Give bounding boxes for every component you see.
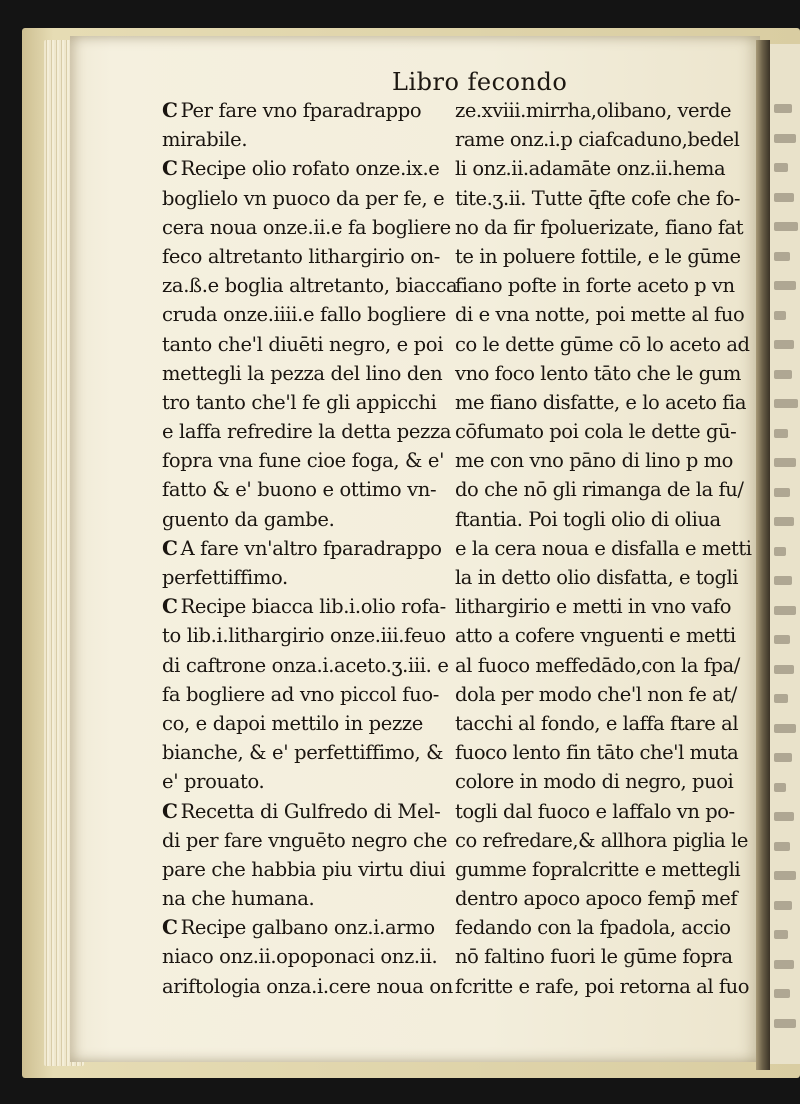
text-line xyxy=(455,96,755,125)
text-line xyxy=(162,271,458,300)
line-text: fiano pofte in forte aceto p vn xyxy=(455,274,735,298)
text-line xyxy=(162,96,452,125)
paragraph-mark: C xyxy=(162,98,178,122)
line-text: bianche, & e' perfettiffimo, & xyxy=(162,741,444,765)
line-text: fedando con la fpadola, accio xyxy=(455,916,731,940)
line-text: fa bogliere ad vno piccol fuo- xyxy=(162,682,439,706)
line-text: lithargirio e metti in vno vafo xyxy=(455,595,732,619)
line-text: mettegli la pezza del lino den xyxy=(162,361,443,385)
text-line xyxy=(455,592,755,621)
line-text: gumme fopralcritte e mettegli xyxy=(455,857,741,881)
text-line xyxy=(455,709,755,738)
line-text: Recipe galbano onz.i.armo xyxy=(180,916,435,940)
text-line xyxy=(162,563,452,592)
text-line xyxy=(455,213,755,242)
text-line xyxy=(162,242,452,271)
text-line xyxy=(455,475,755,504)
text-line xyxy=(162,738,452,767)
text-line xyxy=(455,184,755,213)
line-text: feco altretanto lithargirio on- xyxy=(162,244,441,268)
facing-page-text-fragment xyxy=(774,340,794,349)
line-text: tanto che'l diuēti negro, e poi xyxy=(162,332,444,356)
text-line xyxy=(162,505,452,534)
facing-page-text-fragment xyxy=(774,842,790,851)
paragraph-mark: C xyxy=(162,915,178,940)
line-text: boglielo vn puoco da per fe, e xyxy=(162,186,445,210)
text-line xyxy=(455,913,755,942)
left-text-column xyxy=(162,96,458,1001)
text-line xyxy=(455,446,755,475)
text-line xyxy=(455,125,755,154)
paragraph-mark: C xyxy=(162,798,178,823)
text-line xyxy=(455,242,755,271)
facing-page-text-fragment xyxy=(774,488,790,497)
text-line xyxy=(162,913,452,942)
line-text: togli dal fuoco e laffalo vn po- xyxy=(455,799,735,823)
text-line xyxy=(162,475,452,504)
facing-page-text-fragment xyxy=(774,547,786,556)
line-text: ftantia. Poi togli olio di oliua xyxy=(455,507,721,531)
text-line xyxy=(455,271,755,300)
line-text: dola per modo che'l non fe at/ xyxy=(455,682,737,706)
right-text-column xyxy=(455,96,755,1001)
line-text: Per fare vno fparadrappo xyxy=(180,99,422,122)
text-line xyxy=(162,534,452,563)
facing-page-text-fragment xyxy=(774,930,788,939)
text-line xyxy=(455,534,755,563)
line-text: Recipe olio rofato onze.ix.e xyxy=(180,157,440,181)
paragraph-mark: C xyxy=(162,156,178,181)
line-text: li onz.ii.adamāte onz.ii.hema xyxy=(455,157,726,181)
line-text: za.ß.e boglia altretanto, biacca xyxy=(162,274,458,298)
facing-page-edge xyxy=(770,44,800,1064)
text-line xyxy=(162,213,452,242)
text-line xyxy=(162,592,452,621)
line-text: cōfumato poi cola le dette gū- xyxy=(455,420,737,444)
facing-page-text-fragment xyxy=(774,222,798,231)
facing-page-text-fragment xyxy=(774,989,790,998)
text-line xyxy=(162,709,452,738)
line-text: tite.ʒ.ii. Tutte q̄fte cofe che fo- xyxy=(455,186,741,210)
text-line xyxy=(162,797,452,826)
line-text: cruda onze.iiii.e fallo bogliere xyxy=(162,303,446,327)
text-line xyxy=(455,680,755,709)
line-text: do che nō gli rimanga de la fu/ xyxy=(455,478,744,502)
line-text: to lib.i.lithargirio onze.iii.feuo xyxy=(162,624,446,648)
line-text: na che humana. xyxy=(162,887,315,911)
facing-page-text-fragment xyxy=(774,724,796,733)
text-line xyxy=(162,330,452,359)
line-text: di caftrone onza.i.aceto.ʒ.iii. e xyxy=(162,653,449,677)
text-line xyxy=(162,417,452,446)
text-line xyxy=(162,359,452,388)
line-text: fuoco lento fin tāto che'l muta xyxy=(455,741,739,765)
text-line xyxy=(455,767,755,796)
text-line xyxy=(455,330,755,359)
text-line xyxy=(162,855,452,884)
facing-page-text-fragment xyxy=(774,517,794,526)
line-text: cera noua onze.ii.e fa bogliere xyxy=(162,215,451,239)
text-line xyxy=(455,826,755,855)
facing-page-text-fragment xyxy=(774,281,796,290)
line-text: e' prouato. xyxy=(162,770,265,794)
line-text: niaco onz.ii.opoponaci onz.ii. xyxy=(162,945,438,969)
line-text: la in detto olio disfatta, e togli xyxy=(455,566,739,589)
line-text: me fiano disfatte, e lo aceto fia xyxy=(455,390,746,414)
text-line xyxy=(162,942,452,971)
facing-page-text-fragment xyxy=(774,753,792,762)
line-text: di e vna notte, poi mette al fuo xyxy=(455,303,745,327)
facing-page-text-fragment xyxy=(774,606,796,615)
text-line xyxy=(455,505,755,534)
text-line xyxy=(455,884,755,913)
text-line xyxy=(455,300,755,329)
line-text: tacchi al fondo, e laffa ftare al xyxy=(455,711,739,735)
line-text: co, e dapoi mettilo in pezze xyxy=(162,711,423,735)
line-text: nō faltino fuori le gūme fopra xyxy=(455,945,733,969)
facing-page-text-fragment xyxy=(774,635,790,644)
line-text: e la cera noua e disfalla e metti xyxy=(455,536,752,560)
line-text: dentro apoco apoco femp̄ mef xyxy=(455,887,738,911)
facing-page-text-fragment xyxy=(774,783,786,792)
text-line xyxy=(455,942,755,971)
facing-page-text-fragment xyxy=(774,1019,796,1028)
line-text: te in poluere fottile, e le gūme xyxy=(455,244,741,268)
text-line xyxy=(162,884,452,913)
line-text: atto a cofere vnguenti e metti xyxy=(455,624,736,648)
text-line xyxy=(162,826,452,855)
facing-page-text-fragment xyxy=(774,871,796,880)
line-text: di per fare vnguēto negro che xyxy=(162,828,448,852)
line-text: rame onz.i.p ciafcaduno,bedel xyxy=(455,128,740,152)
facing-page-text-fragment xyxy=(774,399,798,408)
facing-page-text-fragment xyxy=(774,458,796,467)
text-line xyxy=(162,154,452,183)
line-text: me con vno pāno di lino p mo xyxy=(455,449,733,473)
line-text: ze.xviii.mirrha,olibano, verde xyxy=(455,99,732,122)
facing-page-text-fragment xyxy=(774,694,788,703)
text-line xyxy=(162,184,452,213)
text-line xyxy=(162,972,452,1001)
line-text: colore in modo di negro, puoi xyxy=(455,770,734,794)
text-line xyxy=(455,417,755,446)
paragraph-mark: C xyxy=(162,594,178,619)
line-text: pare che habbia piu virtu diui xyxy=(162,857,446,881)
page-header: Libro fecondo xyxy=(392,68,568,96)
facing-page-text-fragment xyxy=(774,960,794,969)
line-text: Recetta di Gulfredo di Mel- xyxy=(180,799,441,823)
text-line xyxy=(455,972,755,1001)
facing-page-text-fragment xyxy=(774,576,792,585)
line-text: Recipe biacca lib.i.olio rofa- xyxy=(180,595,446,619)
line-text: perfettiffimo. xyxy=(162,566,288,589)
line-text: fcritte e rafe, poi retorna al fuo xyxy=(455,974,750,998)
line-text: al fuoco meffedādo,con la fpa/ xyxy=(455,653,740,677)
text-line xyxy=(455,855,755,884)
facing-page-text-fragment xyxy=(774,104,792,113)
line-text: tro tanto che'l fe gli appicchi xyxy=(162,390,437,414)
facing-page-text-fragment xyxy=(774,163,788,172)
line-text: vno foco lento tāto che le gum xyxy=(455,361,741,385)
text-line xyxy=(162,621,452,650)
facing-page-text-fragment xyxy=(774,429,788,438)
facing-page-text-fragment xyxy=(774,901,792,910)
facing-page-text-fragment xyxy=(774,812,794,821)
text-line xyxy=(162,767,452,796)
line-text: fopra vna fune cioe foga, & e' xyxy=(162,449,445,473)
line-text: ariftologia onza.i.cere noua on xyxy=(162,974,453,998)
text-line xyxy=(455,621,755,650)
line-text: co refredare,& allhora piglia le xyxy=(455,828,748,852)
line-text: fatto & e' buono e ottimo vn- xyxy=(162,478,437,502)
line-text: no da fir fpoluerizate, fiano fat xyxy=(455,215,744,239)
line-text: guento da gambe. xyxy=(162,507,335,531)
text-line xyxy=(162,651,452,680)
facing-page-text-fragment xyxy=(774,193,794,202)
line-text: e laffa refredire la detta pezza xyxy=(162,420,452,444)
text-line xyxy=(455,651,755,680)
text-line xyxy=(455,797,755,826)
facing-page-text-fragment xyxy=(774,370,792,379)
line-text: co le dette gūme cō lo aceto ad xyxy=(455,332,750,356)
facing-page-text-fragment xyxy=(774,311,786,320)
text-line xyxy=(162,388,452,417)
book-gutter xyxy=(756,40,770,1070)
text-line xyxy=(162,300,452,329)
text-line xyxy=(455,563,755,592)
line-text: mirabile. xyxy=(162,128,248,152)
facing-page-text-fragment xyxy=(774,134,796,143)
text-line xyxy=(162,125,452,154)
paragraph-mark: C xyxy=(162,535,178,560)
text-line xyxy=(455,738,755,767)
text-line xyxy=(455,359,755,388)
facing-page-text-fragment xyxy=(774,252,790,261)
text-line xyxy=(455,388,755,417)
line-text: A fare vn'altro fparadrappo xyxy=(180,536,442,560)
text-line xyxy=(162,446,452,475)
text-line xyxy=(162,680,452,709)
text-line xyxy=(455,154,755,183)
facing-page-text-fragment xyxy=(774,665,794,674)
